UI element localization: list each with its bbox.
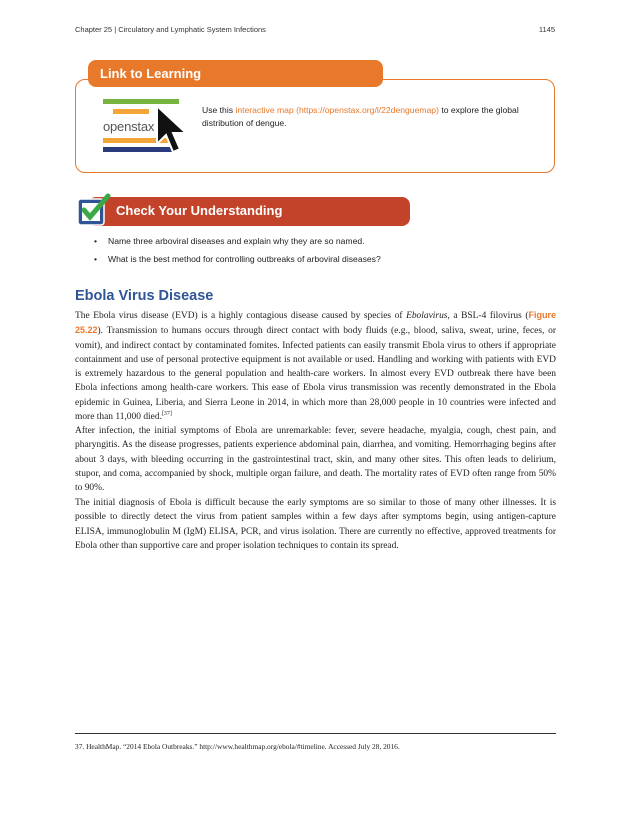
openstax-logo-text: openstax	[103, 119, 155, 134]
checkbox-check-icon	[76, 193, 112, 229]
dengue-map-link[interactable]: interactive map (https://openstax.org/l/22denguemap)	[235, 105, 439, 115]
reference-marker[interactable]: [37]	[161, 410, 172, 417]
link-to-learning-title: Link to Learning	[100, 66, 202, 81]
paragraph-2: After infection, the initial symptoms of Ebola are unremarkable: fever, severe headache, myalgia, cough, chest pain, and pharyngitis. As the disease progresses, patients experience abdominal pain, diarrhea, and vomiting. Hemorrhaging begins after about 3 days, with bleeding occurring in the gastrointestinal tract, skin, and many other sites. This often leads to delirium, stupor, and coma, accompanied by shock, multiple organ failure, and death. The mortality rates of EVD often range from 50% to 90%.	[75, 426, 556, 494]
paragraph-1: The Ebola virus disease (EVD) is a highly contagious disease caused by species of Ebolavirus, a BSL-4 filovirus (Figure 25.22). Transmission to humans occurs through direct contact with body fluids (e.g., blood, saliva, sweat, urine, feces, or vomit), and indirect contact by contaminated fomites. Infected patients can easily transmit Ebola virus to others if appropriate containment and use of personal protective equipment is not available or used. Handling and working with patients with EVD is extremely hazardous to the general population and health-care workers. In almost every EVD outbreak there have been Ebola infections among health-care workers. This ease of Ebola virus transmission was recently demonstrated in the Ebola epidemic in Guinea, Liberia, and Sierra Leone in 2014, in which more than 28,000 people in 10 countries were infected and more than 11,000 died.[37]	[75, 310, 557, 423]
check-understanding-banner	[88, 197, 410, 226]
check-understanding-list	[92, 236, 381, 272]
paragraph-3: The initial diagnosis of Ebola is difficult because the early symptoms are so similar to those of many other illnesses. It is possible to directly detect the virus from patient samples within a few days after symptoms begin, using antigen-capture ELISA, immunoglobulin M (IgM) ELISA, PCR, and virus isolation. There are currently no effective, approved treatments for Ebola other than supportive care and proper isolation techniques to contain its spread.	[75, 498, 556, 551]
page-number: 1145	[538, 25, 555, 34]
link-to-learning-tab	[88, 60, 383, 87]
openstax-logo	[103, 99, 193, 157]
list-item: • Name three arboviral diseases and explain why they are so named.	[92, 236, 381, 254]
link-to-learning-text: Use this interactive map (https://openstax.org/l/22denguemap) to explore the global distribution of dengue.	[202, 105, 519, 128]
figure-link[interactable]: Figure 25.22	[75, 310, 557, 336]
list-item: • What is the best method for controlling outbreaks of arboviral diseases?	[92, 254, 381, 272]
section-heading: Ebola Virus Disease	[75, 288, 214, 304]
footnote: 37. HealthMap. “2014 Ebola Outbreaks.” http://www.healthmap.org/ebola/#timeline. Accessed July 28, 2016.	[75, 742, 400, 751]
footnote-divider	[75, 733, 556, 734]
chapter-title: Chapter 25 | Circulatory and Lymphatic System Infections	[75, 25, 266, 34]
check-understanding-title: Check Your Understanding	[116, 203, 283, 218]
cursor-arrow-icon	[155, 104, 193, 156]
